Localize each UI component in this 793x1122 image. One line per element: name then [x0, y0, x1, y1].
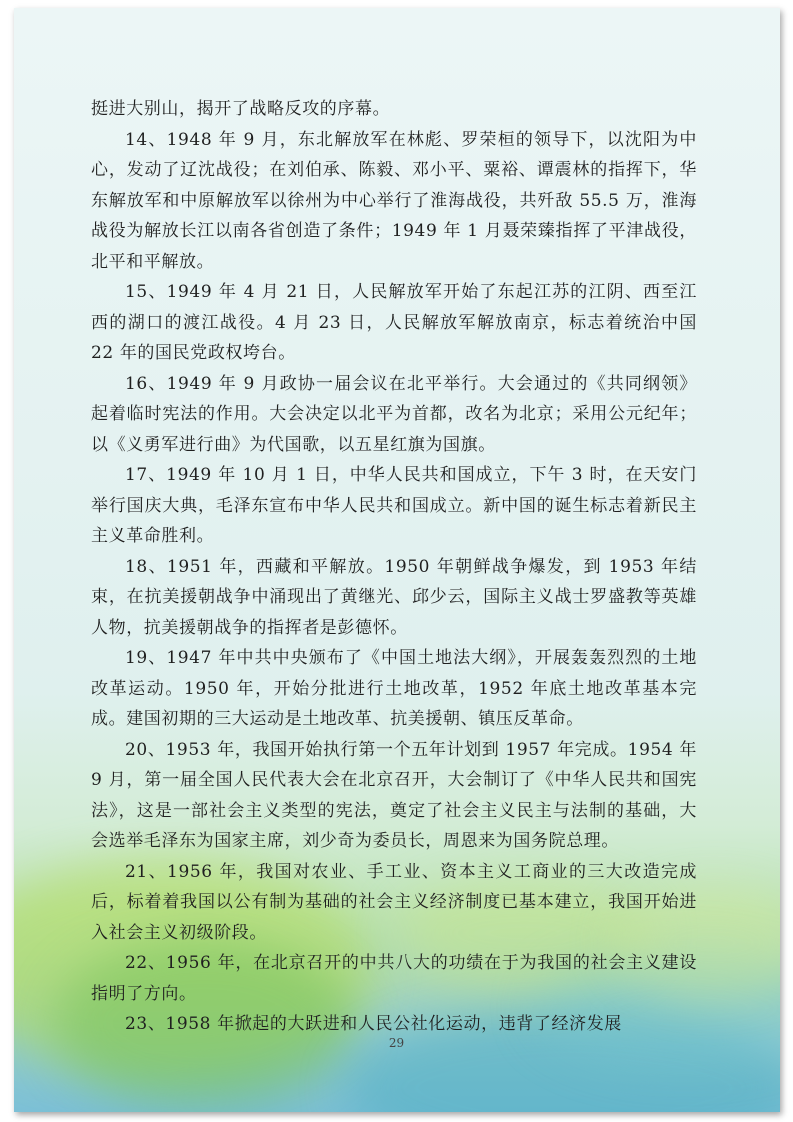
- paragraph-20: 20、1953 年，我国开始执行第一个五年计划到 1957 年完成。1954 年 9 月，第一届全国人民代表大会在北京召开，大会制订了《中华人民共和国宪法》，这是一部社会主义类型的宪法，奠定了社会主义民主与法制的基础，大会选举毛泽东为国家主席，刘少奇为委员长，周恩来为国务院总理。: [91, 739, 697, 851]
- paragraph-23: 23、1958 年掀起的大跃进和人民公社化运动，违背了经济发展: [125, 1014, 622, 1034]
- document-body: [91, 94, 697, 1040]
- paragraph-16: 16、1949 年 9 月政协一届会议在北平举行。大会通过的《共同纲领》起着临时宪法的作用。大会决定以北平为首都，改名为北京；采用公元纪年；以《义勇军进行曲》为代国歌，以五星红旗为国旗。: [91, 373, 697, 455]
- paragraph-17: 17、1949 年 10 月 1 日，中华人民共和国成立，下午 3 时，在天安门举行国庆大典，毛泽东宣布中华人民共和国成立。新中国的诞生标志着新民主主义革命胜利。: [91, 465, 697, 546]
- paragraph-14: 14、1948 年 9 月，东北解放军在林彪、罗荣桓的领导下，以沈阳为中心，发动了辽沈战役；在刘伯承、陈毅、邓小平、粟裕、谭震林的指挥下，华东解放军和中原解放军以徐州为中心举行了淮海战役，共歼敌 55.5 万，淮海战役为解放长江以南各省创造了条件；1949 年 1 月聂荣臻指挥了平津战役，北平和平解放。: [91, 129, 697, 272]
- paragraph-21: 21、1956 年，我国对农业、手工业、资本主义工商业的三大改造完成后，标着着我国以公有制为基础的社会主义经济制度已基本建立，我国开始进入社会主义初级阶段。: [91, 861, 697, 943]
- paragraph-18: 18、1951 年，西藏和平解放。1950 年朝鲜战争爆发，到 1953 年结束，在抗美援朝战争中涌现出了黄继光、邱少云，国际主义战士罗盛教等英雄人物，抗美援朝战争的指挥者是彭德怀。: [91, 556, 697, 638]
- page-number: 29: [388, 1036, 405, 1050]
- paragraph-22: 22、1956 年，在北京召开的中共八大的功绩在于为我国的社会主义建设指明了方向。: [91, 953, 697, 1004]
- paragraph-continuation: 挺进大别山，揭开了战略反攻的序幕。: [91, 99, 391, 119]
- paragraph-15: 15、1949 年 4 月 21 日，人民解放军开始了东起江苏的江阴、西至江西的湖口的渡江战役。4 月 23 日，人民解放军解放南京，标志着统治中国 22 年的国民党政权垮台。: [91, 282, 697, 363]
- paragraph-19: 19、1947 年中共中央颁布了《中国土地法大纲》，开展轰轰烈烈的土地改革运动。1950 年，开始分批进行土地改革，1952 年底土地改革基本完成。建国初期的三大运动是土地改革、抗美援朝、镇压反革命。: [91, 648, 697, 729]
